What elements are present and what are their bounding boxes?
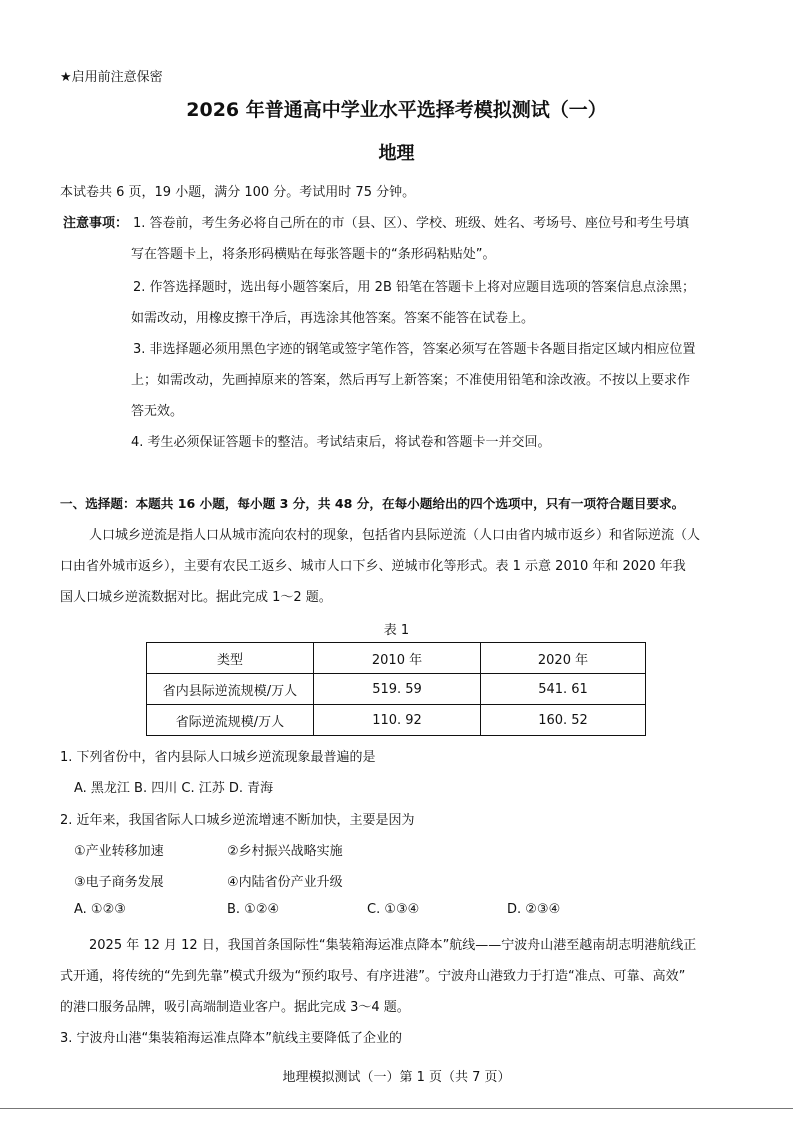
question-3-stem: 3. 宁波舟山港“集装箱海运准点降本”航线主要降低了企业的: [60, 1031, 403, 1046]
question-2-item: ④内陆省份产业升级: [227, 875, 343, 890]
note-item-1-line-2: 写在答题卡上，将条形码横贴在每张答题卡的“条形码粘贴处”。: [131, 247, 496, 262]
note-item-2-line-2: 如需改动，用橡皮擦干净后，再选涂其他答案。答案不能答在试卷上。: [131, 311, 535, 326]
table-cell: 省内县际逆流规模/万人: [147, 674, 314, 705]
section-1-heading: 一、选择题：本题共 16 小题，每小题 3 分，共 48 分，在每小题给出的四个选项中，只有一项符合题目要求。: [60, 496, 685, 511]
table-row: [147, 674, 646, 705]
question-2-option-b: B. ①②④: [227, 902, 280, 917]
question-2-item: ③电子商务发展: [74, 875, 164, 890]
table-cell: 519. 59: [314, 674, 481, 705]
data-table: [146, 642, 646, 736]
passage-2-line-2: 式开通，将传统的“先到先靠”模式升级为“预约取号、有序进港”。宁波舟山港致力于打造“准点、可靠、高效”: [60, 969, 686, 984]
footer-divider: [0, 1108, 793, 1109]
question-1-options: A. 黑龙江 B. 四川 C. 江苏 D. 青海: [74, 781, 274, 796]
table-cell: 110. 92: [314, 705, 481, 736]
passage-2-line-1: 2025 年 12 月 12 日，我国首条国际性“集装箱海运准点降本”航线——宁波舟山港至越南胡志明港航线正: [89, 938, 697, 953]
table-caption: 表 1: [383, 623, 410, 638]
passage-1-line-1: 人口城乡逆流是指人口从城市流向农村的现象，包括省内县际逆流（人口由省内城市返乡）和省际逆流（人: [89, 528, 701, 543]
table-cell: 541. 61: [481, 674, 646, 705]
question-2-item: ②乡村振兴战略实施: [227, 844, 343, 859]
table-header-cell: 2020 年: [481, 643, 646, 674]
passage-1-line-2: 口由省外城市返乡），主要有农民工返乡、城市人口下乡、逆城市化等形式。表 1 示意 2010 年和 2020 年我: [60, 559, 686, 574]
table-header-row: [147, 643, 646, 674]
note-item-4: 4. 考生必须保证答题卡的整洁。考试结束后，将试卷和答题卡一并交回。: [131, 435, 551, 450]
notes-heading: 注意事项：: [63, 216, 129, 231]
passage-2-line-3: 的港口服务品牌，吸引高端制造业客户。据此完成 3～4 题。: [60, 1000, 410, 1015]
note-item-3-line-1: 3. 非选择题必须用黑色字迹的钢笔或签字笔作答，答案必须写在答题卡各题目指定区域内相应位置: [133, 342, 696, 357]
question-2-item: ①产业转移加速: [74, 844, 164, 859]
note-item-2-line-1: 2. 作答选择题时，选出每小题答案后，用 2B 铅笔在答题卡上将对应题目选项的答案信息点涂黑；: [133, 280, 695, 295]
table-row: [147, 705, 646, 736]
question-1-stem: 1. 下列省份中，省内县际人口城乡逆流现象最普遍的是: [60, 750, 376, 765]
question-2-option-c: C. ①③④: [367, 902, 420, 917]
question-2-option-a: A. ①②③: [74, 902, 126, 917]
note-item-3-line-2: 上；如需改动，先画掉原来的答案，然后再写上新答案；不准使用铅笔和涂改液。不按以上要求作: [131, 373, 691, 388]
note-item-1-line-1: 1. 答卷前，考生务必将自己所在的市（县、区）、学校、班级、姓名、考场号、座位号和考生号填: [133, 216, 690, 231]
note-item-3-line-3: 答无效。: [131, 404, 184, 419]
table-cell: 160. 52: [481, 705, 646, 736]
question-2-stem: 2. 近年来，我国省际人口城乡逆流增速不断加快，主要是因为: [60, 813, 415, 828]
table-cell: 省际逆流规模/万人: [147, 705, 314, 736]
page-title: 2026 年普通高中学业水平选择考模拟测试（一）: [186, 99, 607, 121]
table-header-cell: 类型: [147, 643, 314, 674]
confidential-mark: ★启用前注意保密: [60, 70, 163, 85]
table-header-cell: 2010 年: [314, 643, 481, 674]
passage-1-line-3: 国人口城乡逆流数据对比。据此完成 1～2 题。: [60, 590, 332, 605]
subject-heading: 地理: [378, 143, 415, 164]
question-2-option-d: D. ②③④: [507, 902, 561, 917]
exam-intro: 本试卷共 6 页，19 小题，满分 100 分。考试用时 75 分钟。: [60, 185, 416, 200]
page-footer: 地理模拟测试（一）第 1 页（共 7 页）: [282, 1070, 511, 1085]
